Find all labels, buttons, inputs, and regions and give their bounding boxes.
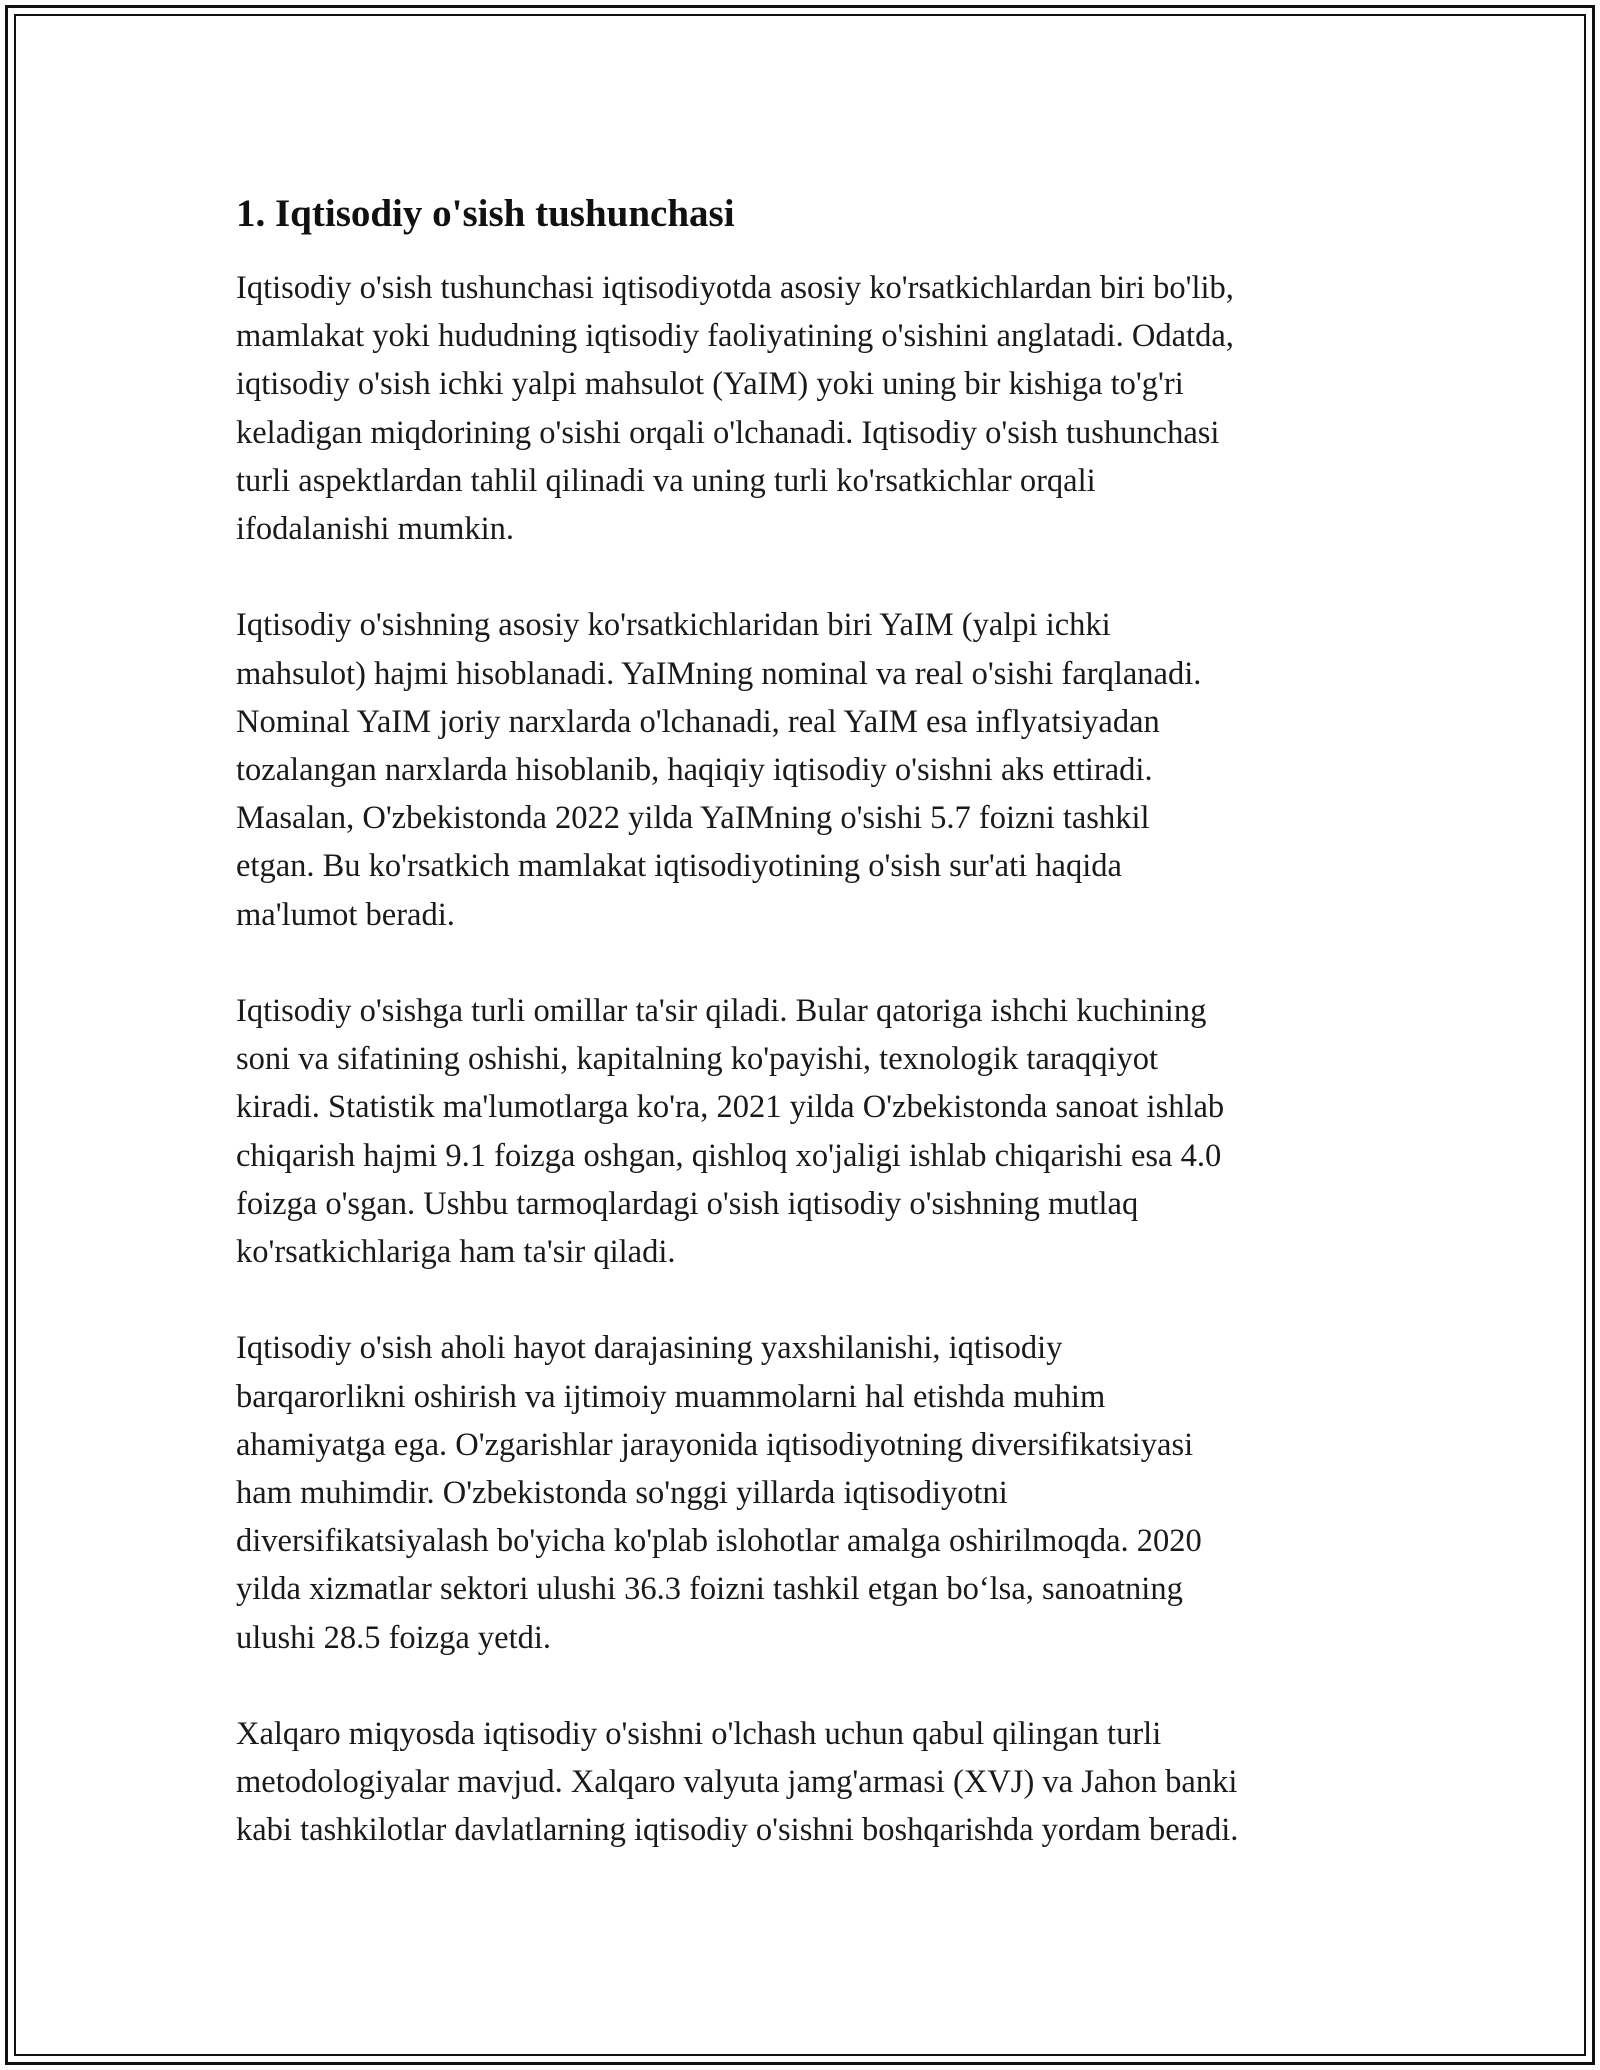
text-line: Iqtisodiy o'sishga turli omillar ta'sir qiladi. Bular qatoriga ishchi kuchining — [236, 993, 1207, 1030]
paragraph-3 — [236, 987, 1396, 1276]
text-line: kiradi. Statistik ma'lumotlarga ko'ra, 2021 yilda O'zbekistonda sanoat ishlab — [236, 1089, 1225, 1126]
text-line: metodologiyalar mavjud. Xalqaro valyuta jamg'armasi (XVJ) va Jahon banki — [236, 1764, 1238, 1801]
text-line: Iqtisodiy o'sish tushunchasi iqtisodiyotda asosiy ko'rsatkichlardan biri bo'lib, — [236, 270, 1234, 306]
text-line: ham muhimdir. O'zbekistonda so'nggi yillarda iqtisodiyotni — [236, 1475, 1008, 1512]
text-line: Nominal YaIM joriy narxlarda o'lchanadi, real YaIM esa inflyatsiyadan — [236, 703, 1160, 740]
document-body — [236, 188, 1396, 1903]
text-line: iqtisodiy o'sish ichki yalpi mahsulot (YaIM) yoki uning bir kishiga to'g'ri — [236, 366, 1184, 403]
text-line: mahsulot) hajmi hisoblanadi. YaIMning nominal va real o'sishi farqlanadi. — [236, 655, 1202, 692]
text-line: ulushi 28.5 foizga yetdi. — [236, 1619, 552, 1656]
text-line: tozalangan narxlarda hisoblanib, haqiqiy iqtisodiy o'sishni aks ettiradi. — [236, 752, 1153, 789]
text-line: ma'lumot beradi. — [236, 896, 455, 933]
text-line: etgan. Bu ko'rsatkich mamlakat iqtisodiyotining o'sish sur'ati haqida — [236, 848, 1122, 885]
text-line: ifodalanishi mumkin. — [236, 511, 515, 548]
text-line: diversifikatsiyalash bo'yicha ko'plab islohotlar amalga oshirilmoqda. 2020 — [236, 1523, 1202, 1560]
text-line: keladigan miqdorining o'sishi orqali o'lchanadi. Iqtisodiy o'sish tushunchasi — [236, 414, 1220, 451]
paragraph-4 — [236, 1324, 1396, 1661]
section-heading: 1. Iqtisodiy o'sish tushunchasi — [236, 192, 735, 235]
text-line: kabi tashkilotlar davlatlarning iqtisodiy o'sishni boshqarishda yordam beradi. — [236, 1812, 1239, 1849]
text-line: turli aspektlardan tahlil qilinadi va uning turli ko'rsatkichlar orqali — [236, 462, 1096, 499]
text-line: ahamiyatga ega. O'zgarishlar jarayonida iqtisodiyotning diversifikatsiyasi — [236, 1426, 1194, 1463]
text-line: ko'rsatkichlariga ham ta'sir qiladi. — [236, 1234, 676, 1271]
text-line: chiqarish hajmi 9.1 foizga oshgan, qishloq xo'jaligi ishlab chiqarishi esa 4.0 — [236, 1137, 1222, 1174]
text-line: Xalqaro miqyosda iqtisodiy o'sishni o'lchash uchun qabul qilingan turli — [236, 1716, 1162, 1753]
text-line: soni va sifatining oshishi, kapitalning ko'payishi, texnologik taraqqiyot — [236, 1041, 1159, 1078]
text-line: Masalan, O'zbekistonda 2022 yilda YaIMning o'sishi 5.7 foizni tashkil — [236, 800, 1150, 837]
paragraph-1 — [236, 264, 1396, 553]
text-line: Iqtisodiy o'sishning asosiy ko'rsatkichlaridan biri YaIM (yalpi ichki — [236, 607, 1111, 644]
paragraph-5 — [236, 1710, 1396, 1855]
text-line: Iqtisodiy o'sish aholi hayot darajasining yaxshilanishi, iqtisodiy — [236, 1330, 1063, 1367]
text-line: foizga o'sgan. Ushbu tarmoqlardagi o'sish iqtisodiy o'sishning mutlaq — [236, 1185, 1139, 1222]
text-line: yilda xizmatlar sektori ulushi 36.3 foizni tashkil etgan bo‘lsa, sanoatning — [236, 1571, 1183, 1608]
text-line: barqarorlikni oshirish va ijtimoiy muammolarni hal etishda muhim — [236, 1378, 1106, 1415]
paragraph-2 — [236, 601, 1396, 938]
text-line: mamlakat yoki hududning iqtisodiy faoliyatining o'sishini anglatadi. Odatda, — [236, 318, 1234, 355]
